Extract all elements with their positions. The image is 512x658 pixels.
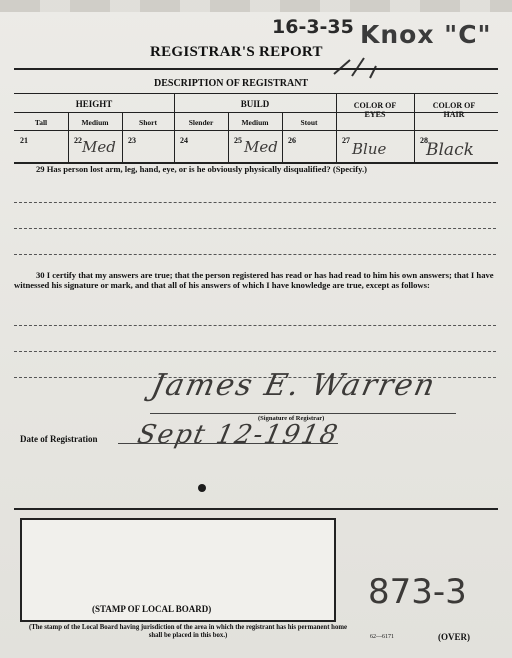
q29-line-2 bbox=[14, 228, 496, 229]
rule-lower bbox=[14, 508, 498, 510]
field-number-24: 24 bbox=[180, 136, 188, 145]
q30-line-1 bbox=[14, 325, 496, 326]
col-short: Short bbox=[139, 118, 157, 127]
field-number-22: 22 bbox=[74, 136, 82, 145]
col-build-medium: Medium bbox=[241, 118, 269, 127]
form-code: 62—6171 bbox=[370, 634, 394, 640]
height-header: HEIGHT bbox=[75, 99, 113, 109]
q29-line-1 bbox=[14, 202, 496, 203]
field-number-27: 27 bbox=[342, 136, 350, 145]
build-header: BUILD bbox=[240, 99, 270, 109]
registrar-signature: James E. Warren bbox=[148, 368, 440, 403]
vline-build-eyes bbox=[336, 93, 337, 162]
signature-line bbox=[150, 413, 456, 414]
section-title: DESCRIPTION OF REGISTRANT bbox=[154, 78, 309, 89]
rule-top bbox=[14, 68, 498, 70]
over-label: (OVER) bbox=[438, 632, 470, 642]
build-value-handwritten: Med bbox=[244, 138, 278, 156]
rule-subheader bbox=[14, 130, 498, 131]
height-value-handwritten: Med bbox=[82, 138, 116, 156]
field-number-23: 23 bbox=[128, 136, 136, 145]
county-stamp: Knox "C" bbox=[360, 20, 492, 49]
stamp-box-note: (The stamp of the Local Board having jurisdiction of the area in which the registrant has his permanent home shall be placed in this box.) bbox=[28, 624, 348, 639]
field-number-26: 26 bbox=[288, 136, 296, 145]
stamp-box-label: (STAMP OF LOCAL BOARD) bbox=[92, 604, 212, 614]
q29-line-3 bbox=[14, 254, 496, 255]
signature-caption: (Signature of Registrar) bbox=[258, 415, 325, 422]
field-number-25: 25 bbox=[234, 136, 242, 145]
report-title: REGISTRAR'S REPORT bbox=[150, 44, 323, 60]
eyes-header: COLOR OF EYES bbox=[353, 101, 397, 119]
field-number-28: 28 bbox=[420, 136, 428, 145]
col-slender: Slender bbox=[188, 118, 214, 127]
handwritten-slash-mark bbox=[330, 52, 400, 82]
col-stout: Stout bbox=[300, 118, 318, 127]
serial-number-handwritten: 16-3-35 bbox=[272, 16, 354, 38]
col-tall: Tall bbox=[34, 118, 48, 127]
field-number-21: 21 bbox=[20, 136, 28, 145]
hair-header: COLOR OF HAIR bbox=[432, 101, 476, 119]
ink-dot bbox=[198, 484, 206, 492]
q30-line-2 bbox=[14, 351, 496, 352]
eyes-value-handwritten: Blue bbox=[352, 140, 387, 158]
question-30: 30 I certify that my answers are true; that the person registered has read or has had read to him his own answers; that I have witnessed his signature or mark, and that all of his answers of which I have knowledge are true, except as follows: bbox=[14, 270, 494, 290]
col-height-medium: Medium bbox=[81, 118, 109, 127]
date-of-registration-value: Sept 12-1918 bbox=[134, 420, 342, 450]
date-line bbox=[118, 443, 338, 444]
vline-eyes-hair bbox=[414, 93, 415, 162]
hair-value-handwritten: Black bbox=[426, 140, 474, 160]
top-edge-bleed bbox=[0, 0, 512, 12]
question-29: 29 Has person lost arm, leg, hand, eye, or is he obviously physically disqualified? (Specify.) bbox=[36, 164, 367, 174]
date-of-registration-label: Date of Registration bbox=[20, 434, 98, 444]
rule-section bbox=[14, 93, 498, 94]
handwritten-reference-number: 873-3 bbox=[368, 572, 467, 612]
